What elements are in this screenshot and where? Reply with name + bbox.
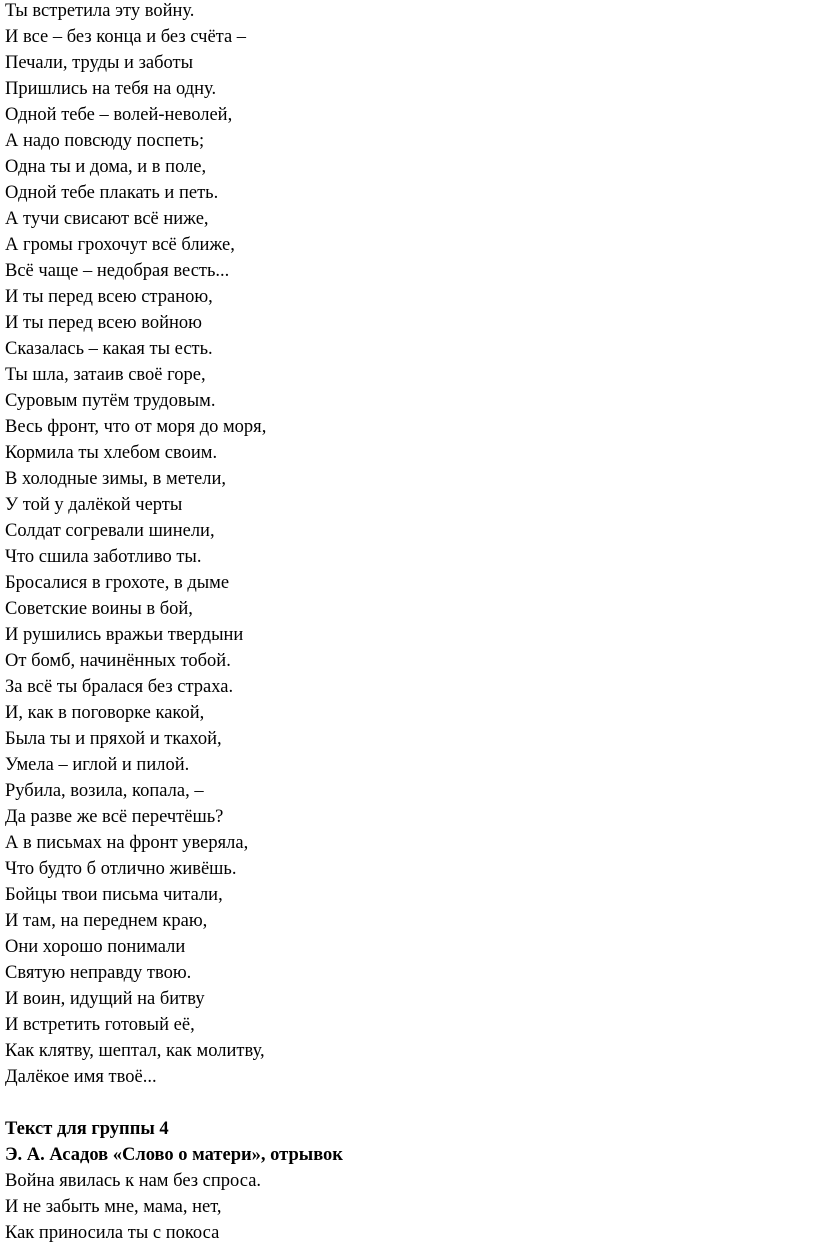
poem-line: Весь фронт, что от моря до моря, (5, 417, 267, 437)
poem-line: Что будто б отлично живёшь. (5, 859, 237, 879)
poem-line: А в письмах на фронт уверяла, (5, 833, 249, 853)
poem-line: А громы грохочут всё ближе, (5, 235, 235, 255)
poem-line: Рубила, возила, копала, – (5, 781, 204, 801)
poem-line: Да разве же всё перечтёшь? (5, 807, 224, 827)
poem-line: И воин, идущий на битву (5, 989, 205, 1009)
poem-line: Что сшила заботливо ты. (5, 547, 202, 567)
poem-line: И не забыть мне, мама, нет, (5, 1197, 222, 1217)
poem-line: А тучи свисают всё ниже, (5, 209, 209, 229)
poem-line: Печали, труды и заботы (5, 53, 194, 73)
poem-line: Святую неправду твою. (5, 963, 192, 983)
poem-block (5, 0, 805, 1090)
poem-line: И встретить готовый её, (5, 1015, 195, 1035)
poem-line: В холодные зимы, в метели, (5, 469, 226, 489)
poem-line: И, как в поговорке какой, (5, 703, 205, 723)
poem-line: Бросалися в грохоте, в дыме (5, 573, 230, 593)
poem-line: От бомб, начинённых тобой. (5, 651, 231, 671)
poem-line: Бойцы твои письма читали, (5, 885, 223, 905)
poem-line: И ты перед всею страною, (5, 287, 213, 307)
poem-line: Одной тебе плакать и петь. (5, 183, 219, 203)
poem-line: Суровым путём трудовым. (5, 391, 216, 411)
document-page (5, 0, 805, 1246)
poem-line: И рушились вражьи твердыни (5, 625, 244, 645)
poem-line: Как клятву, шептал, как молитву, (5, 1041, 265, 1061)
poem-line: Далёкое имя твоё... (5, 1067, 157, 1087)
poem-line: И все – без конца и без счёта – (5, 27, 247, 47)
poem-line: Умела – иглой и пилой. (5, 755, 190, 775)
section-heading: Текст для группы 4 (5, 1119, 169, 1139)
poem-line: Они хорошо понимали (5, 937, 186, 957)
poem-line: И ты перед всею войною (5, 313, 202, 333)
stanza-spacer (5, 1090, 805, 1116)
poem-line: И там, на переднем краю, (5, 911, 208, 931)
poem-line: Всё чаще – недобрая весть... (5, 261, 230, 281)
poem-line: Сказалась – какая ты есть. (5, 339, 213, 359)
poem-line: Одной тебе – волей-неволей, (5, 105, 233, 125)
poem-line: За всё ты бралася без страха. (5, 677, 234, 697)
poem-line: Кормила ты хлебом своим. (5, 443, 218, 463)
poem-line: Советские воины в бой, (5, 599, 193, 619)
poem-line: А надо повсюду поспеть; (5, 131, 205, 151)
section-subheading: Э. А. Асадов «Слово о матери», отрывок (5, 1145, 343, 1165)
poem-line: Ты встретила эту войну. (5, 1, 195, 21)
poem-line: Солдат согревали шинели, (5, 521, 215, 541)
poem-line: Пришлись на тебя на одну. (5, 79, 217, 99)
poem-line: Ты шла, затаив своё горе, (5, 365, 206, 385)
poem-line: У той у далёкой черты (5, 495, 183, 515)
poem-line: Была ты и пряхой и ткахой, (5, 729, 222, 749)
poem-line: Война явилась к нам без спроса. (5, 1171, 262, 1191)
section-poem-block (5, 1168, 805, 1246)
poem-line: Как приносила ты с покоса (5, 1223, 220, 1243)
poem-line: Одна ты и дома, и в поле, (5, 157, 207, 177)
